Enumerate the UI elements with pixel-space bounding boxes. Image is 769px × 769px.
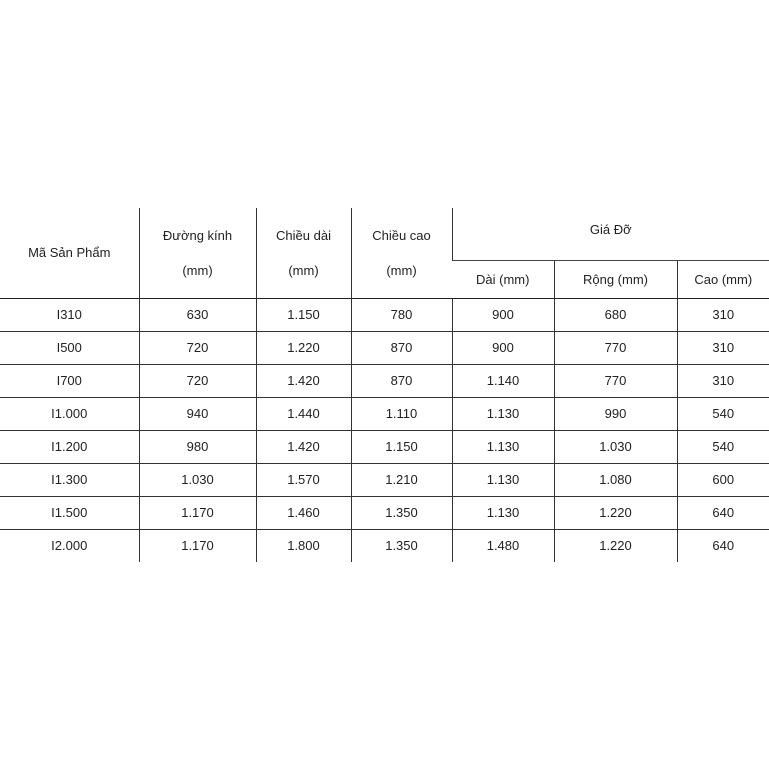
cell-stand-length: 1.130 <box>452 463 554 496</box>
table-row <box>0 463 769 496</box>
cell-stand-width: 1.220 <box>554 496 677 529</box>
cell-stand-length: 1.130 <box>452 430 554 463</box>
cell-diameter: 980 <box>139 430 256 463</box>
cell-stand-height: 540 <box>677 430 769 463</box>
cell-code: I2.000 <box>0 529 139 562</box>
cell-height: 870 <box>351 331 452 364</box>
cell-diameter: 1.170 <box>139 496 256 529</box>
cell-diameter: 720 <box>139 331 256 364</box>
header-stand-group: Giá Đỡ <box>452 208 769 260</box>
cell-stand-width: 770 <box>554 331 677 364</box>
cell-length: 1.420 <box>256 364 351 397</box>
cell-diameter: 630 <box>139 298 256 331</box>
table-row <box>0 430 769 463</box>
cell-stand-length: 900 <box>452 331 554 364</box>
table-row <box>0 496 769 529</box>
cell-length: 1.420 <box>256 430 351 463</box>
table-row <box>0 331 769 364</box>
cell-diameter: 1.030 <box>139 463 256 496</box>
cell-stand-length: 1.130 <box>452 496 554 529</box>
cell-height: 780 <box>351 298 452 331</box>
cell-length: 1.570 <box>256 463 351 496</box>
cell-stand-length: 900 <box>452 298 554 331</box>
cell-code: I500 <box>0 331 139 364</box>
cell-length: 1.220 <box>256 331 351 364</box>
table-row <box>0 397 769 430</box>
cell-height: 1.110 <box>351 397 452 430</box>
cell-stand-height: 640 <box>677 496 769 529</box>
cell-stand-height: 600 <box>677 463 769 496</box>
header-diameter: Đường kính (mm) <box>139 208 256 298</box>
cell-stand-width: 1.080 <box>554 463 677 496</box>
table-row <box>0 364 769 397</box>
cell-length: 1.800 <box>256 529 351 562</box>
cell-stand-height: 310 <box>677 364 769 397</box>
header-row <box>0 208 769 260</box>
cell-stand-length: 1.130 <box>452 397 554 430</box>
cell-stand-length: 1.140 <box>452 364 554 397</box>
cell-stand-width: 680 <box>554 298 677 331</box>
cell-code: I1.300 <box>0 463 139 496</box>
cell-height: 870 <box>351 364 452 397</box>
header-stand-height: Cao (mm) <box>677 260 769 298</box>
cell-stand-width: 770 <box>554 364 677 397</box>
cell-length: 1.440 <box>256 397 351 430</box>
cell-stand-width: 990 <box>554 397 677 430</box>
header-product-code: Mã Sản Phẩm <box>28 245 111 261</box>
header-height: Chiều cao (mm) <box>351 208 452 298</box>
table-row <box>0 529 769 562</box>
cell-code: I1.000 <box>0 397 139 430</box>
cell-diameter: 940 <box>139 397 256 430</box>
cell-height: 1.210 <box>351 463 452 496</box>
cell-length: 1.460 <box>256 496 351 529</box>
cell-height: 1.350 <box>351 496 452 529</box>
cell-stand-height: 540 <box>677 397 769 430</box>
header-length: Chiều dài (mm) <box>256 208 351 298</box>
cell-stand-width: 1.030 <box>554 430 677 463</box>
cell-stand-height: 310 <box>677 298 769 331</box>
cell-stand-width: 1.220 <box>554 529 677 562</box>
spec-table <box>0 208 769 562</box>
cell-diameter: 1.170 <box>139 529 256 562</box>
cell-code: I1.500 <box>0 496 139 529</box>
cell-stand-height: 310 <box>677 331 769 364</box>
header-stand-length: Dài (mm) <box>452 260 554 298</box>
cell-code: I1.200 <box>0 430 139 463</box>
cell-diameter: 720 <box>139 364 256 397</box>
cell-code: I310 <box>0 298 139 331</box>
cell-height: 1.150 <box>351 430 452 463</box>
cell-code: I700 <box>0 364 139 397</box>
table-row <box>0 298 769 331</box>
cell-height: 1.350 <box>351 529 452 562</box>
cell-length: 1.150 <box>256 298 351 331</box>
cell-stand-length: 1.480 <box>452 529 554 562</box>
header-stand-width: Rộng (mm) <box>554 260 677 298</box>
cell-stand-height: 640 <box>677 529 769 562</box>
